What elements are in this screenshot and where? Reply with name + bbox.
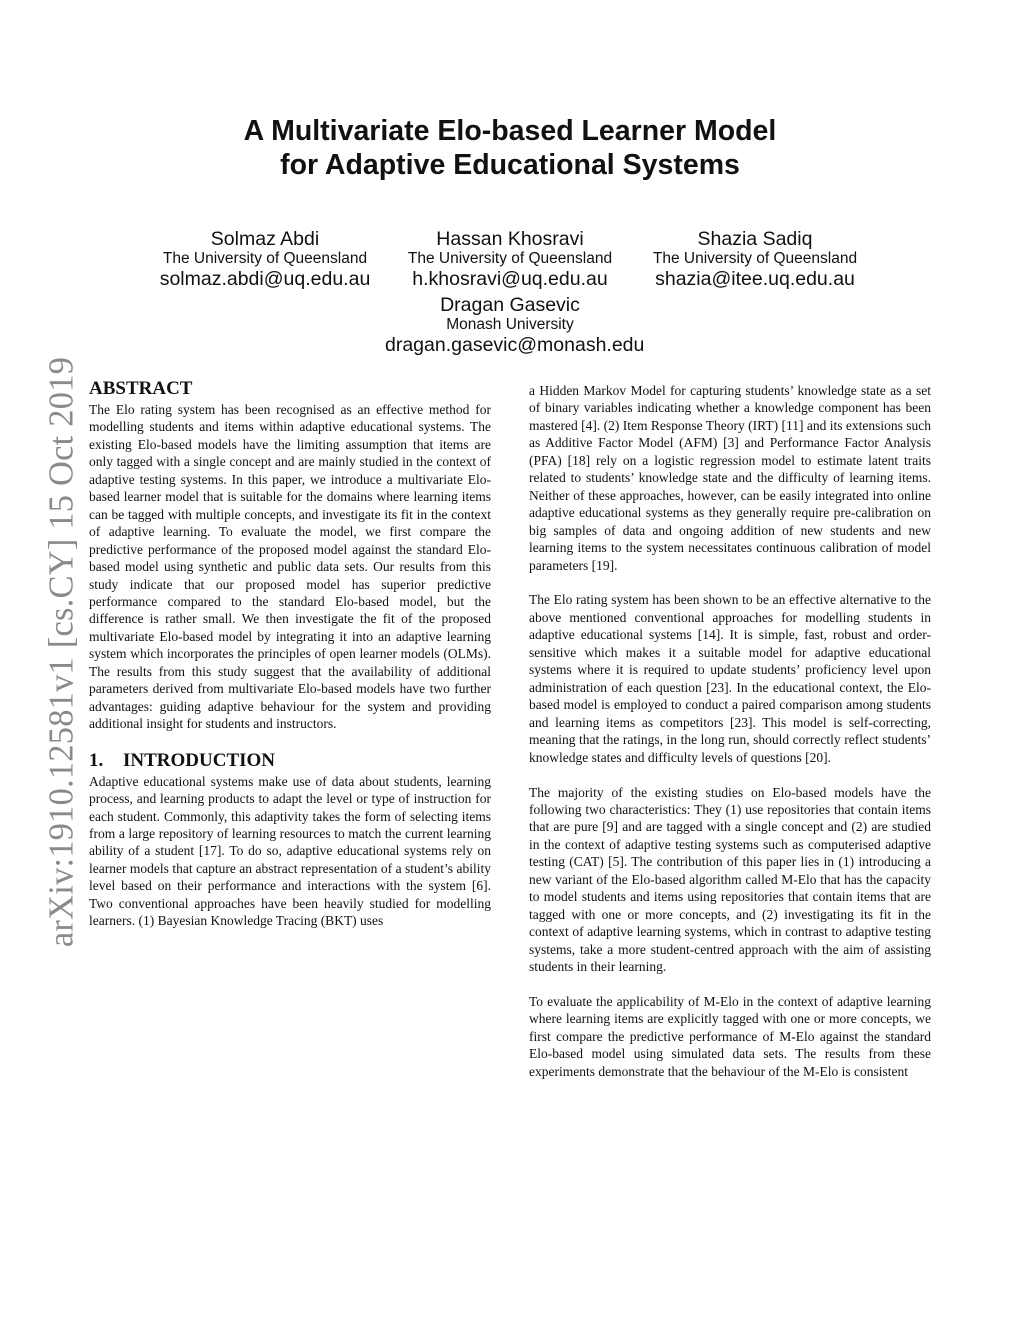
author-email: solmaz.abdi@uq.edu.au [159, 268, 371, 290]
intro-paragraph-1: Adaptive educational systems make use of data about students, learning process, and learning products to adapt the level or type of instruction for each student. Commonly, this adaptivity takes the form of selecting items from a large repository of learning resources to match the current learning ability of a student [17]. To do so, adaptive educational systems rely on learner models that capture an abstract representation of a student’s ability level based on their performance and interactions with the system [6]. Two conventional approaches have been heavily studied for modelling learners. (1) Bayesian Knowledge Tracing (BKT) uses [89, 773, 491, 929]
intro-paragraph-3: The Elo rating system has been shown to be an effective alternative to the above mentioned conventional approaches for modelling students in adaptive educational systems [14]. It is simple, fast, robust and order-sensitive which makes it a suitable model for adaptive educational systems where it is required to update students’ proficiency level upon administration of each question [23]. In the educational context, the Elo-based model is employed to conduct a paired comparison among students and learning items as competitors [23]. This model is self-correcting, meaning that the ratings, in the long run, should correctly reflect students’ knowledge states and difficulty levels of questions [20]. [529, 592, 931, 765]
author-email: shazia@itee.uq.edu.au [655, 268, 855, 290]
author-name: Shazia Sadiq [697, 228, 813, 250]
author-block-3 [630, 228, 880, 290]
author-email: dragan.gasevic@monash.edu [385, 334, 645, 356]
author-name: Solmaz Abdi [210, 228, 320, 250]
right-column [529, 382, 931, 1080]
author-email: h.khosravi@uq.edu.au [412, 268, 608, 290]
title-line-1: A Multivariate Elo-based Learner Model [243, 115, 777, 147]
title-line-2: for Adaptive Educational Systems [280, 149, 740, 181]
section-title: INTRODUCTION [123, 749, 276, 771]
section-number: 1. [89, 749, 104, 771]
author-affiliation: The University of Queensland [652, 250, 858, 267]
paper-title [130, 114, 890, 182]
author-block-2 [385, 228, 635, 290]
author-affiliation: Monash University [446, 316, 574, 333]
author-block-1 [140, 228, 390, 290]
author-name: Dragan Gasevic [440, 294, 580, 316]
introduction-heading [89, 749, 491, 773]
abstract-heading: ABSTRACT [89, 378, 193, 399]
arxiv-identifier: arXiv:1910.12581v1 [cs.CY] 15 Oct 2019 [42, 356, 81, 948]
intro-paragraph-2: a Hidden Markov Model for capturing students’ knowledge state as a set of binary variables indicating whether a knowledge component has been mastered [4]. (2) Item Response Theory (IRT) [11] and its extensions such as Additive Factor Model (AFM) [3] and Performance Factor Analysis (PFA) [18] rely on a logistic regression model to estimate latent traits related to students’ knowledge state and the difficulty of learning items. Neither of these approaches, however, can be easily integrated into online adaptive educational systems as they generally require pre-calibration on big samples of data and ongoing addition of new students and new learning items to the system necessitates continuous calibration of model parameters [19]. [529, 383, 931, 573]
abstract-text: The Elo rating system has been recognised as an effective method for modelling students and items within adaptive educational systems. The existing Elo-based models have the limiting assumption that items are only tagged with a single concept and are mainly studied in the context of adaptive testing systems. In this paper, we introduce a multivariate Elo-based learner model that is suitable for the domains where learning items can be tagged with multiple concepts, and investigate its fit in the context of adaptive learning. To evaluate the model, we first compare the predictive performance of the proposed model against the standard Elo-based model using synthetic and public data sets. Our results from this study indicate that our proposed model has superior predictive performance compared to the standard Elo-based model, but the difference is rather small. We then investigate the fit of the proposed multivariate Elo-based model by integrating it into an adaptive learning system which incorporates the principles of open learner models (OLMs). The results from this study suggest that the availability of additional parameters derived from multivariate Elo-based models have two further advantages: guiding adaptive behaviour for the system and providing additional insight for students and instructors. [89, 402, 491, 732]
intro-paragraph-4: The majority of the existing studies on Elo-based models have the following two characteristics: They (1) use repositories that contain items that are pure [9] and are tagged with a single concept and (2) are studied in the context of adaptive testing systems such as computerised adaptive testing (CAT) [5]. The contribution of this paper lies in (1) introducing a new variant of the Elo-based algorithm called M-Elo that has the capacity to model students and items using repositories that contain items that are tagged with one or more concepts, and (2) investigating its fit in the context of adaptive learning systems, which in contrast to adaptive testing systems, take a more student-centred approach with the aim of assisting students in their learning. [529, 784, 931, 975]
author-name: Hassan Khosravi [436, 228, 584, 250]
author-affiliation: The University of Queensland [162, 250, 368, 267]
author-block-4 [385, 294, 645, 356]
left-column [89, 377, 491, 930]
intro-paragraph-5: To evaluate the applicability of M-Elo in the context of adaptive learning where learning items are explicitly tagged with one or more concepts, we first compare the predictive performance of M-Elo against the standard Elo-based model using simulated data sets. The results from these experiments demonstrate that the behaviour of the M-Elo is consistent [529, 994, 931, 1079]
author-affiliation: The University of Queensland [407, 250, 613, 267]
